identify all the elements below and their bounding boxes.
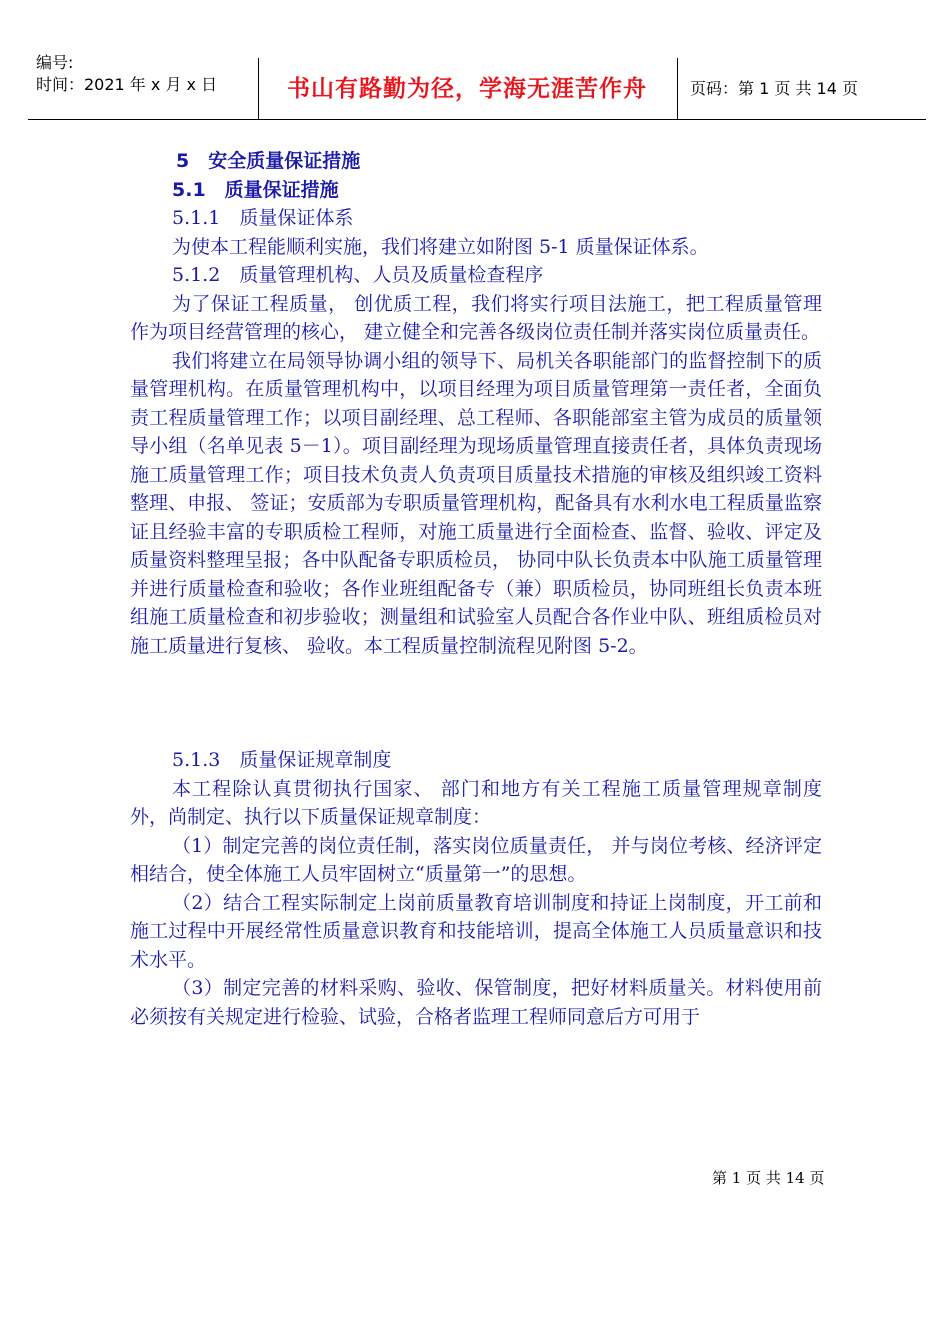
header-divider	[677, 58, 678, 120]
subsection-heading: 5.1 质量保证措施	[172, 178, 339, 201]
time-label: 时间：2021 年 x 月 x 日	[36, 75, 218, 94]
header-page-info: 页码：第 1 页 共 14 页	[690, 79, 858, 98]
header-rule	[28, 119, 926, 120]
serial-label: 编号:	[36, 53, 74, 72]
header-motto: 书山有路勤为径，学海无涯苦作舟	[287, 75, 647, 102]
subsubsection-heading: 5.1.3 质量保证规章制度	[172, 749, 392, 771]
header-meta	[36, 52, 217, 96]
paragraph: （2）结合工程实际制定上岗前质量教育培训制度和持证上岗制度，开工前和施工过程中开展经常性质量意识教育和技能培训，提高全体施工人员质量意识和技术水平。	[130, 891, 822, 971]
paragraph: （1）制定完善的岗位责任制，落实岗位质量责任， 并与岗位考核、经济评定相结合，使全体施工人员牢固树立“质量第一”的思想。	[130, 834, 822, 885]
section-heading: 5 安全质量保证措施	[176, 150, 361, 172]
paragraph: 本工程除认真贯彻执行国家、 部门和地方有关工程施工质量管理规章制度外，尚制定、执行以下质量保证规章制度：	[130, 777, 822, 828]
paragraph: （3）制定完善的材料采购、验收、保管制度，把好材料质量关。材料使用前必须按有关规定进行检验、试验，合格者监理工程师同意后方可用于	[130, 977, 822, 1028]
document-body	[130, 145, 822, 1031]
subsubsection-heading: 5.1.1 质量保证体系	[172, 207, 354, 229]
paragraph: 为了保证工程质量， 创优质工程，我们将实行项目法施工，把工程质量管理作为项目经营管理的核心， 建立健全和完善各级岗位责任制并落实岗位质量责任。	[130, 292, 822, 343]
header-divider	[258, 58, 259, 120]
footer-page-info: 第 1 页 共 14 页	[712, 1169, 825, 1187]
paragraph: 我们将建立在局领导协调小组的领导下、局机关各职能部门的监督控制下的质量管理机构。在质量管理机构中，以项目经理为项目质量管理第一责任者，全面负责工程质量管理工作；以项目副经理、总工程师、各职能部室主管为成员的质量领导小组（名单见表 5－1）。项目副经理为现场质量管理直接责任者，具体负责现场施工质量管理工作；项目技术负责人负责项目质量技术措施的审核及组织竣工资料整理、申报、 签证；安质部为专职质量管理机构，配备具有水利水电工程质量监察证且经验丰富的专职质检工程师，对施工质量进行全面检查、监督、验收、评定及质量资料整理呈报；各中队配备专职质检员， 协同中队长负责本中队施工质量管理并进行质量检查和验收；各作业班组配备专（兼）职质检员，协同班组长负责本班组施工质量检查和初步验收；测量组和试验室人员配合各作业中队、班组质检员对施工质量进行复核、 验收。本工程质量控制流程见附图 5-2。	[130, 349, 822, 657]
paragraph: 为使本工程能顺利实施，我们将建立如附图 5-1 质量保证体系。	[172, 235, 709, 258]
subsubsection-heading: 5.1.2 质量管理机构、人员及质量检查程序	[172, 264, 544, 286]
